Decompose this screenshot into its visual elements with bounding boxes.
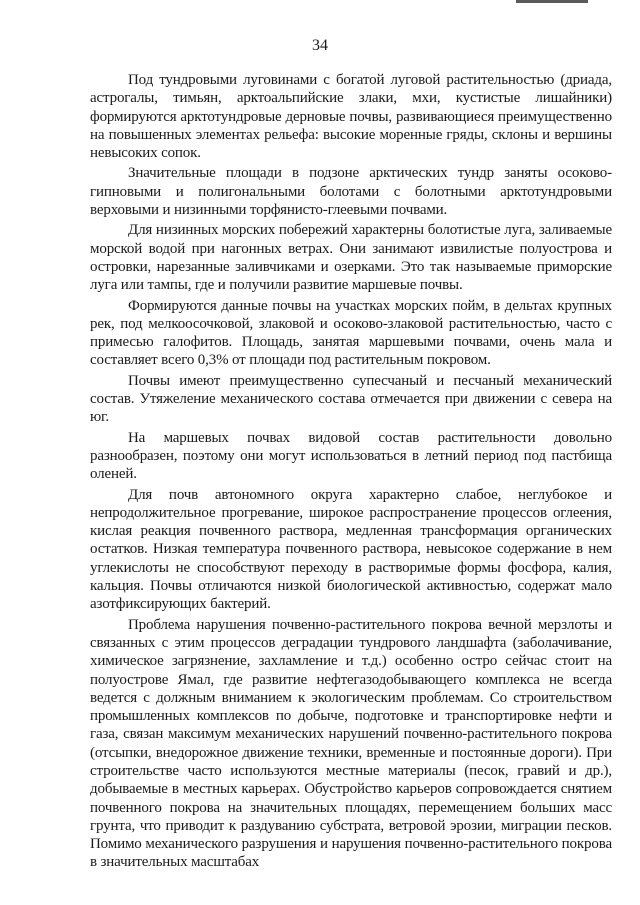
paragraph: Под тундровыми луговинами с богатой луговой растительностью (дриада, астрогалы, тимьян, арктоальпийские злаки, мхи, кустистые лишайники) формируются арктотундровые дерновые почвы, развивающиеся преимущественно на повышенных элементах рельефа: высокие моренные гряды, склоны и вершины невысоких сопок. — [90, 72, 612, 162]
paragraph: Почвы имеют преимущественно супесчаный и песчаный механический состав. Утяжеление механического состава отмечается при движении с севера на юг. — [90, 372, 612, 426]
paragraph: Для почв автономного округа характерно слабое, неглубокое и непродолжительное прогревание, широкое распространение процессов оглеения, кислая реакция почвенного раствора, медленная трансформация органических остатков. Низкая температура почвенного раствора, невысокое содержание в нем углекислоты не способствуют переходу в растворимые формы фосфора, калия, кальция. Почвы отличаются низкой биологической активностью, содержат мало азотфиксирующих бактерий. — [90, 486, 612, 613]
page-number: 34 — [312, 37, 328, 54]
paragraph: Для низинных морских побережий характерны болотистые луга, заливаемые морской водой при нагонных ветрах. Они занимают извилистые полуострова и островки, нарезанные заливчиками и озерками. Это так называемые приморские луга или тампы, где и получили развитие маршевые почвы. — [90, 222, 612, 294]
scan-edge-mark — [516, 0, 588, 3]
paragraph: На маршевых почвах видовой состав растительности довольно разнообразен, поэтому они могут использоваться в летний период под пастбища оленей. — [90, 429, 612, 483]
paragraph: Формируются данные почвы на участках морских пойм, в дельтах крупных рек, под мелкоосочковой, злаковой и осоково-злаковой растительностью, часто с примесью галофитов. Площадь, занятая маршевыми почвами, очень мала и составляет всего 0,3% от площади под растительным покровом. — [90, 297, 612, 369]
paragraph: Значительные площади в подзоне арктических тундр заняты осоково-гипновыми и полигональными болотами с болотными арктотундровыми верховыми и низинными торфянисто-глеевыми почвами. — [90, 165, 612, 219]
body-text — [90, 71, 612, 874]
paragraph: Проблема нарушения почвенно-растительного покрова вечной мерзлоты и связанных с этим процессов деградации тундрового ландшафта (заболачивание, химическое загрязнение, захламление и т.д.) особенно остро сейчас стоит на полуострове Ямал, где развитие нефтегазодобывающего комплекса не всегда ведется с должным вниманием к экологическим проблемам. Со строительством промышленных комплексов по добыче, подготовке и транспортировке нефти и газа, связан максимум механических нарушений почвенно-растительного покрова (отсыпки, внедорожное движение техники, временные и постоянные дороги). При строительстве часто используются местные материалы (песок, гравий и др.), добываемые в местных карьерах. Обустройство карьеров сопровождается снятием почвенного покрова на значительных площадях, перемещением больших масс грунта, что приводит к раздуванию субстрата, ветровой эрозии, миграции песков. Помимо механического разрушения и нарушения почвенно-растительного покрова в значительных масштабах — [90, 616, 612, 871]
